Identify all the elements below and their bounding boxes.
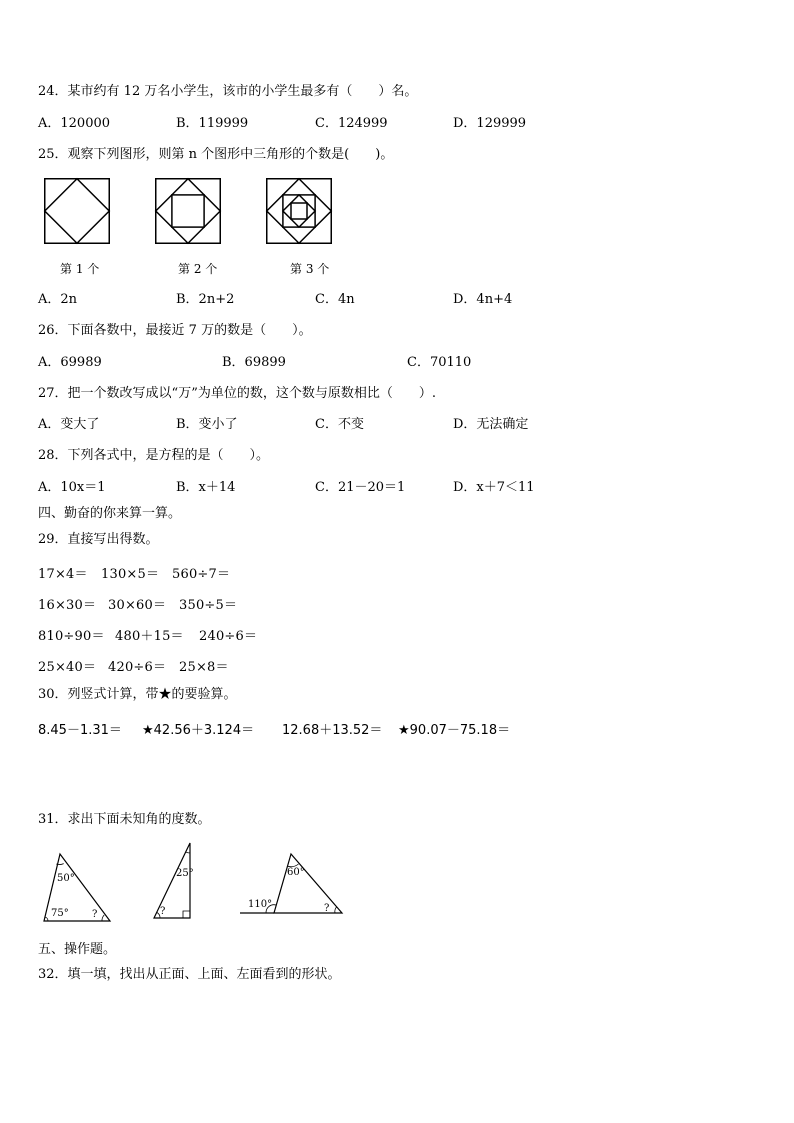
q25-option-b[interactable]: B．2n+2 <box>176 292 235 307</box>
triangle-1-top-angle: 50° <box>57 873 75 884</box>
q29-item: 480＋15＝ <box>115 629 184 644</box>
figure-2 <box>155 178 221 244</box>
q24-option-d[interactable]: D．129999 <box>453 116 527 131</box>
q29-item: 420÷6＝ <box>108 660 167 675</box>
figure-2-caption: 第 2 个 <box>178 262 218 276</box>
triangle-1-left-angle: 75° <box>51 908 69 919</box>
q26-text: 26．下面各数中，最接近 7 万的数是（ ）。 <box>38 323 312 338</box>
triangle-3-exterior-angle: 110° <box>248 899 273 910</box>
q24-option-a[interactable]: A．120000 <box>38 116 111 131</box>
q26-option-c[interactable]: C．70110 <box>407 355 472 370</box>
q31-text: 31．求出下面未知角的度数。 <box>38 812 211 827</box>
q24-option-b[interactable]: B．119999 <box>176 116 249 131</box>
q29-item: 25×8＝ <box>179 660 229 675</box>
q28-option-b[interactable]: B．x＋14 <box>176 480 236 495</box>
q30-text: 30．列竖式计算，带★的要验算。 <box>38 687 237 702</box>
q26-option-a[interactable]: A．69989 <box>38 355 102 370</box>
q25-option-a[interactable]: A．2n <box>38 292 78 307</box>
figure-3-caption: 第 3 个 <box>290 262 330 276</box>
q29-text: 29．直接写出得数。 <box>38 532 159 547</box>
q29-item: 350÷5＝ <box>179 598 238 613</box>
triangle-2-top-angle: 25° <box>176 868 194 879</box>
q29-item: 25×40＝ <box>38 660 97 675</box>
q27-option-a[interactable]: A．变大了 <box>38 417 100 432</box>
q30-item: 12.68＋13.52＝ <box>282 723 383 738</box>
q26-option-b[interactable]: B．69899 <box>222 355 286 370</box>
q28-option-c[interactable]: C．21－20＝1 <box>315 480 406 495</box>
q30-item: ★90.07－75.18＝ <box>398 723 511 738</box>
q29-item: 17×4＝ <box>38 567 88 582</box>
q29-item: 30×60＝ <box>108 598 167 613</box>
figure-1-caption: 第 1 个 <box>60 262 100 276</box>
q28-option-a[interactable]: A．10x＝1 <box>38 480 106 495</box>
q27-text: 27．把一个数改写成以“万”为单位的数，这个数与原数相比（ ）. <box>38 386 436 401</box>
q25-option-c[interactable]: C．4n <box>315 292 355 307</box>
q25-option-d[interactable]: D．4n+4 <box>453 292 513 307</box>
q30-item: 8.45－1.31＝ <box>38 723 122 738</box>
q29-item: 810÷90＝ <box>38 629 105 644</box>
q25-text: 25．观察下列图形，则第 n 个图形中三角形的个数是( )。 <box>38 147 394 162</box>
triangle-2-unknown-angle: ? <box>160 906 166 917</box>
q30-item: ★42.56＋3.124＝ <box>142 723 255 738</box>
triangle-3-unknown-angle: ? <box>324 903 330 914</box>
triangle-1-unknown-angle: ? <box>92 909 98 920</box>
section-5-heading: 五、操作题。 <box>38 942 117 957</box>
triangle-1 <box>40 850 115 925</box>
triangle-3-top-angle: 60° <box>287 867 305 878</box>
q27-option-d[interactable]: D．无法确定 <box>453 417 529 432</box>
q27-option-b[interactable]: B．变小了 <box>176 417 238 432</box>
triangle-2 <box>150 840 198 922</box>
q29-item: 130×5＝ <box>101 567 160 582</box>
q27-option-c[interactable]: C．不变 <box>315 417 364 432</box>
q32-text: 32．填一填，找出从正面、上面、左面看到的形状。 <box>38 967 341 982</box>
q28-option-d[interactable]: D．x＋7＜11 <box>453 480 535 495</box>
q29-item: 240÷6＝ <box>199 629 258 644</box>
q28-text: 28．下列各式中，是方程的是（ ）。 <box>38 448 270 463</box>
q24-option-c[interactable]: C．124999 <box>315 116 388 131</box>
figure-1 <box>44 178 110 244</box>
section-4-heading: 四、勤奋的你来算一算。 <box>38 506 182 521</box>
q29-item: 16×30＝ <box>38 598 97 613</box>
figure-3 <box>266 178 332 244</box>
triangle-3 <box>238 850 348 920</box>
q24-text: 24．某市约有 12 万名小学生，该市的小学生最多有（ ）名。 <box>38 84 418 99</box>
q29-item: 560÷7＝ <box>172 567 231 582</box>
